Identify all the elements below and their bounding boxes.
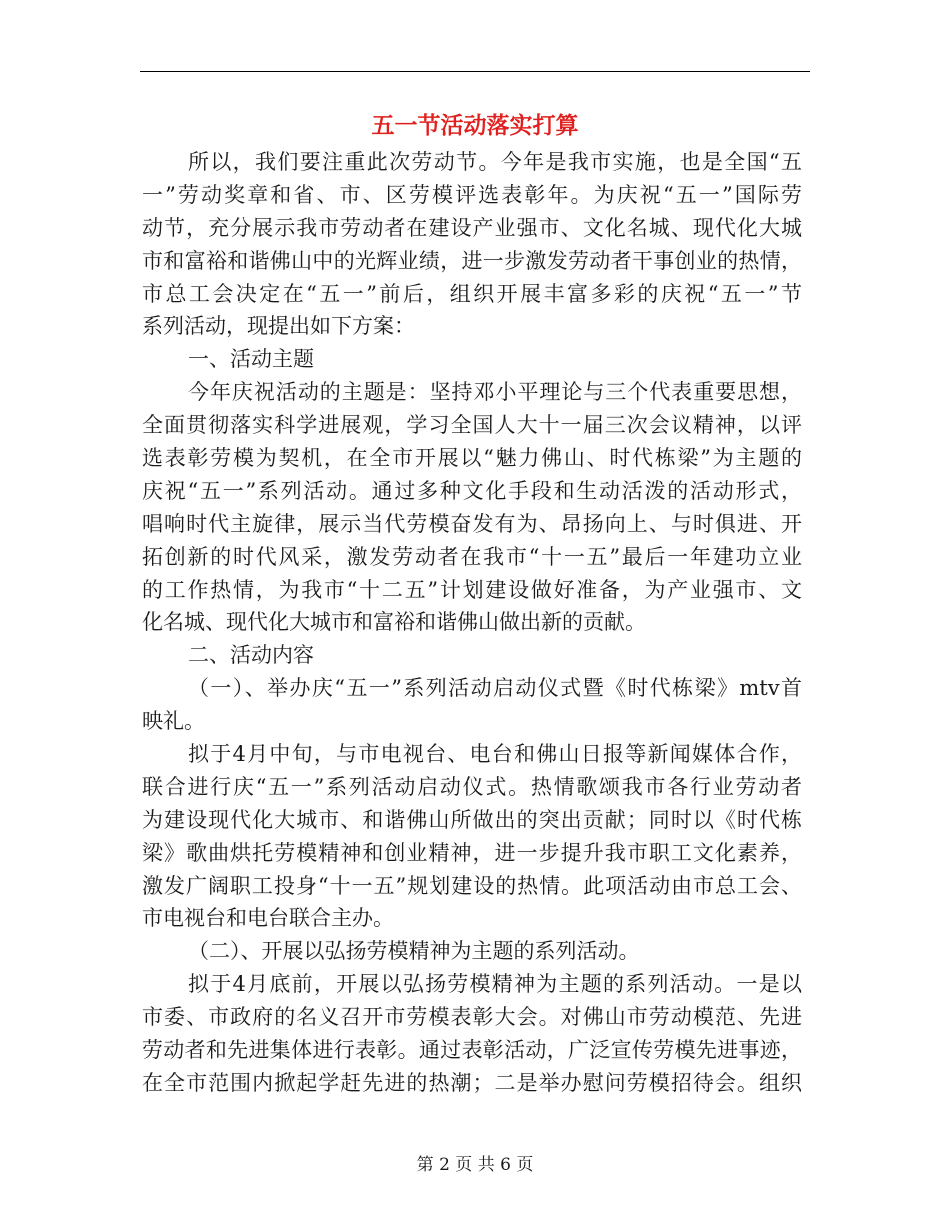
section-heading: 二、活动内容: [188, 643, 314, 668]
paragraph-line: 动节，充分展示我市劳动者在建设产业强市、文化名城、现代化大城: [142, 215, 802, 240]
paragraph-intro: [142, 146, 822, 343]
paragraph-item-1: [142, 738, 822, 935]
section-heading-theme: [142, 343, 822, 376]
paragraph-line: 化名城、现代化大城市和富裕和谐佛山做出新的贡献。: [142, 610, 646, 635]
paragraph-line: 的工作热情，为我市“十二五”计划建设做好准备，为产业强市、文: [142, 577, 802, 602]
page-number-footer: 第 2 页 共 6 页: [416, 1155, 534, 1175]
paragraph-line: 市电视台和电台联合主办。: [142, 906, 394, 931]
paragraph-line: 拟于4月底前，开展以弘扬劳模精神为主题的系列活动。一是以: [188, 972, 802, 997]
subheading-line: 映礼。: [142, 709, 205, 734]
document-body: [142, 146, 822, 1100]
paragraph-line: 系列活动，现提出如下方案：: [142, 314, 415, 339]
section-heading-content: [142, 639, 822, 672]
subheading-line: （一）、举办庆“五一”系列活动启动仪式暨《时代栋梁》mtv首: [188, 676, 802, 701]
paragraph-item-2: [142, 968, 822, 1100]
paragraph-line: 梁》歌曲烘托劳模精神和创业精神，进一步提升我市职工文化素养，: [142, 840, 802, 865]
paragraph-line: 庆祝“五一”系列活动。通过多种文化手段和生动活泼的活动形式，: [142, 478, 802, 503]
paragraph-line: 在全市范围内掀起学赶先进的热潮；二是举办慰问劳模招待会。组织: [142, 1070, 802, 1095]
paragraph-line: 劳动者和先进集体进行表彰。通过表彰活动，广泛宣传劳模先进事迹，: [142, 1038, 802, 1063]
paragraph-line: 所以，我们要注重此次劳动节。今年是我市实施，也是全国“五: [188, 150, 802, 174]
document-title: 五一节活动落实打算: [371, 112, 579, 139]
header-rule: [140, 71, 810, 72]
subheading-line: （二）、开展以弘扬劳模精神为主题的系列活动。: [188, 939, 640, 964]
paragraph-line: 市委、市政府的名义召开市劳模表彰大会。对佛山市劳动模范、先进: [142, 1005, 802, 1030]
paragraph-line: 拓创新的时代风采，激发劳动者在我市“十一五”最后一年建功立业: [142, 544, 802, 569]
subheading-item-2: [142, 935, 822, 968]
paragraph-line: 市总工会决定在“五一”前后，组织开展丰富多彩的庆祝“五一”节: [142, 281, 802, 306]
paragraph-line: 拟于4月中旬，与市电视台、电台和佛山日报等新闻媒体合作，: [188, 742, 802, 767]
section-heading: 一、活动主题: [188, 347, 314, 372]
paragraph-line: 为建设现代化大城市、和谐佛山所做出的突出贡献；同时以《时代栋: [142, 807, 802, 832]
subheading-item-1: [142, 672, 822, 738]
paragraph-line: 一”劳动奖章和省、市、区劳模评选表彰年。为庆祝“五一”国际劳: [142, 182, 802, 207]
paragraph-line: 唱响时代主旋律，展示当代劳模奋发有为、昂扬向上、与时俱进、开: [142, 511, 802, 536]
paragraph-line: 全面贯彻落实科学进展观，学习全国人大十一届三次会议精神，以评: [142, 413, 802, 438]
paragraph-line: 联合进行庆“五一”系列活动启动仪式。热情歌颂我市各行业劳动者: [142, 774, 802, 799]
paragraph-line: 激发广阔职工投身“十一五”规划建设的热情。此项活动由市总工会、: [142, 873, 802, 898]
paragraph-theme: [142, 376, 822, 639]
paragraph-line: 选表彰劳模为契机，在全市开展以“魅力佛山、时代栋梁”为主题的: [142, 446, 802, 471]
paragraph-line: 市和富裕和谐佛山中的光辉业绩，进一步激发劳动者干事创业的热情，: [142, 248, 802, 273]
paragraph-line: 今年庆祝活动的主题是：坚持邓小平理论与三个代表重要思想，: [188, 380, 802, 405]
